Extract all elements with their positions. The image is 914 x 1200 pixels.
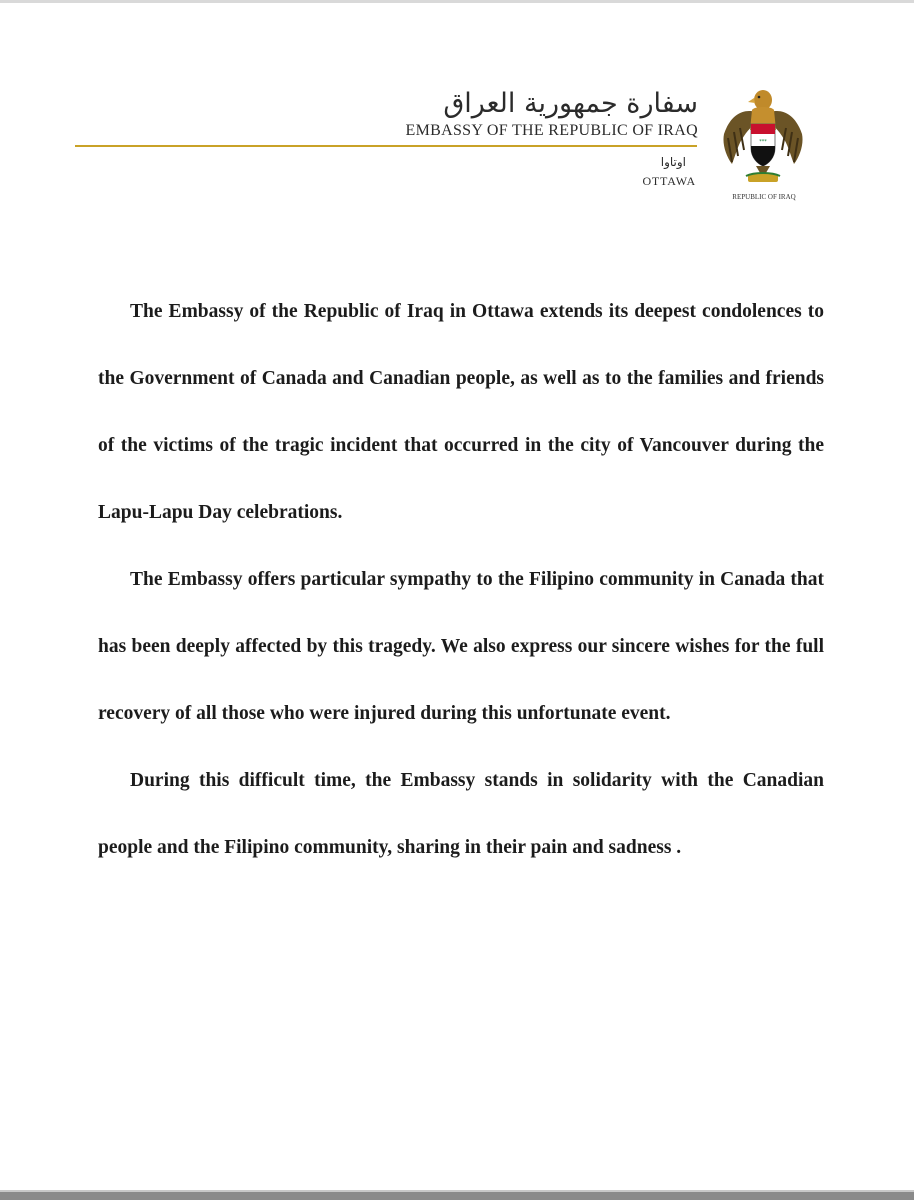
- eagle-emblem-icon: [718, 82, 808, 190]
- paragraph-condolences: The Embassy of the Republic of Iraq in Ottawa extends its deepest condolences to the Government of Canada and Canadian people, as well as to the families and friends of the victims of the tragic incident that occurred in the city of Vancouver during the Lapu-Lapu Day celebrations.: [98, 301, 824, 523]
- letter-body: [98, 278, 824, 881]
- embassy-english-name: EMBASSY OF THE REPUBLIC OF IRAQ: [405, 122, 698, 139]
- paragraph-sympathy: The Embassy offers particular sympathy to the Filipino community in Canada that has been deeply affected by this tragedy. We also express our sincere wishes for the full recovery of all those who were injured during this unfortunate event.: [98, 569, 824, 724]
- page-bottom-edge: [0, 1192, 914, 1200]
- city-arabic: اوتاوا: [660, 155, 686, 169]
- embassy-arabic-name: سفارة جمهورية العراق: [443, 88, 698, 119]
- paragraph-solidarity: During this difficult time, the Embassy stands in solidarity with the Canadian people and the Filipino community, sharing in their pain and sadness .: [98, 770, 824, 858]
- svg-text:***: ***: [759, 139, 767, 145]
- emblem-caption: REPUBLIC OF IRAQ: [732, 193, 796, 201]
- letterhead-rule: [75, 145, 697, 147]
- letterhead: [0, 0, 914, 230]
- city-english: OTTAWA: [642, 174, 696, 188]
